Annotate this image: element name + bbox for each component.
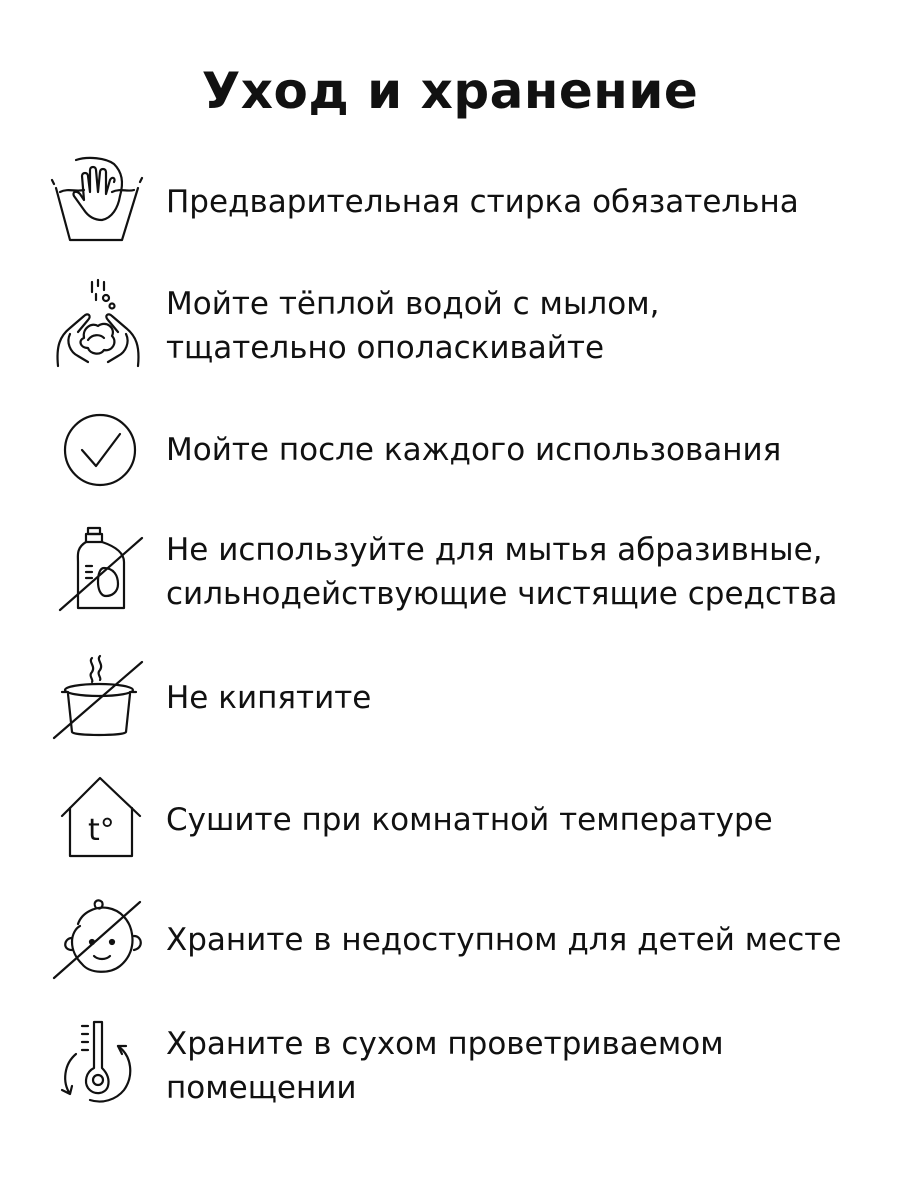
care-item-text: Храните в сухом проветриваемом помещении xyxy=(166,1026,724,1106)
care-item-soap-wash xyxy=(48,276,868,376)
care-item-text: Предварительная стирка обязательна xyxy=(166,184,799,220)
dry-ventilated-icon xyxy=(48,1016,148,1116)
care-item-room-temp xyxy=(48,770,868,870)
temperature-label: t° xyxy=(88,813,115,848)
room-temperature-icon xyxy=(48,770,148,870)
care-item-text: Не кипятите xyxy=(166,680,372,716)
care-item-text: Мойте тёплой водой с мылом, тщательно ополаскивайте xyxy=(166,286,660,366)
care-item-children xyxy=(48,890,868,990)
no-boil-icon xyxy=(48,648,148,748)
check-circle-icon xyxy=(48,400,148,500)
care-item-text: Мойте после каждого использования xyxy=(166,432,782,468)
care-item-no-abrasives xyxy=(48,522,868,622)
care-item-after-use xyxy=(48,400,868,500)
keep-from-children-icon xyxy=(48,890,148,990)
care-item-text: Храните в недоступном для детей месте xyxy=(166,922,842,958)
hand-wash-icon xyxy=(48,152,148,252)
care-item-no-boil xyxy=(48,648,868,748)
page-title: Уход и хранение xyxy=(201,62,699,120)
care-item-text: Сушите при комнатной температуре xyxy=(166,802,773,838)
care-item-dry-storage xyxy=(48,1016,868,1116)
no-detergent-icon xyxy=(48,522,148,622)
care-item-hand-wash xyxy=(48,152,868,252)
care-item-text: Не используйте для мытья абразивные, сильнодействующие чистящие средства xyxy=(166,532,838,612)
soap-hands-icon xyxy=(48,276,148,376)
